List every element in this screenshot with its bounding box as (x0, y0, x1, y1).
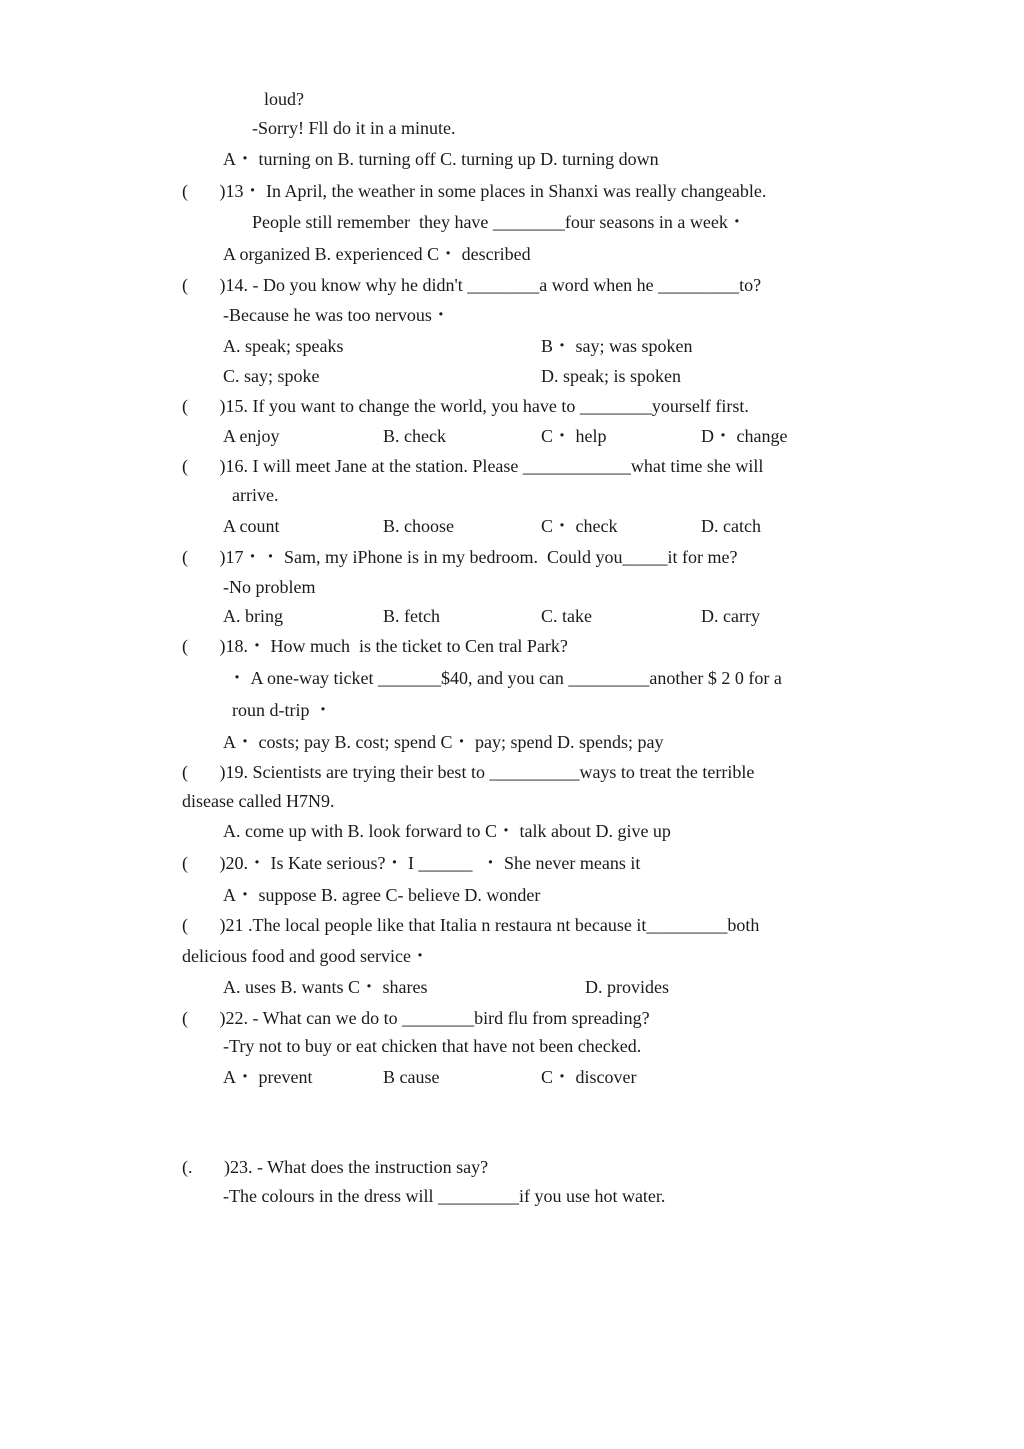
option-b: B. fetch (383, 606, 440, 626)
question-20: ( )20.・ Is Kate serious?・ I ______ ・ She never means it (182, 853, 641, 873)
text-line: -Try not to buy or eat chicken that have not been checked. (223, 1036, 642, 1056)
option-line: A・ suppose B. agree C- believe D. wonder (223, 885, 541, 905)
option-line: A・ costs; pay B. cost; spend C・ pay; spend D. spends; pay (223, 732, 664, 752)
question-16: ( )16. I will meet Jane at the station. Please ____________what time she will (182, 456, 764, 476)
option-d: D. carry (701, 606, 760, 626)
option-c: C・ help (541, 426, 607, 446)
option-c: C・ check (541, 516, 618, 536)
text-line: -Because he was too nervous・ (223, 305, 450, 325)
text-line: ・ A one-way ticket _______$40, and you can _________another $ 2 0 for a (228, 668, 782, 688)
option-d: D. provides (585, 977, 669, 997)
option-c: C・ discover (541, 1067, 637, 1087)
question-17: ( )17・・ Sam, my iPhone is in my bedroom. Could you_____it for me? (182, 547, 738, 567)
text-line: roun d-trip ・ (232, 700, 332, 720)
text-line: -Sorry! Fll do it in a minute. (252, 118, 456, 138)
option-line: A organized B. experienced C・ described (223, 244, 531, 264)
option-d: D. catch (701, 516, 761, 536)
option-a: A. speak; speaks (223, 336, 344, 356)
option-b: B. choose (383, 516, 454, 536)
question-23: (. )23. - What does the instruction say? (182, 1157, 489, 1177)
option-line: A. come up with B. look forward to C・ talk about D. give up (223, 821, 671, 841)
text-line: disease called H7N9. (182, 791, 335, 811)
text-line: arrive. (232, 485, 279, 505)
option-b: B cause (383, 1067, 440, 1087)
text-line: delicious food and good service・ (182, 946, 429, 966)
text-line: -No problem (223, 577, 316, 597)
option-d: D. speak; is spoken (541, 366, 681, 386)
question-21: ( )21 .The local people like that Italia n restaura nt because it_________both (182, 915, 760, 935)
question-14: ( )14. - Do you know why he didn't ________a word when he _________to? (182, 275, 762, 295)
text-line: People still remember they have ________four seasons in a week・ (252, 212, 746, 232)
option-a: A enjoy (223, 426, 280, 446)
question-22: ( )22. - What can we do to ________bird flu from spreading? (182, 1008, 650, 1028)
question-18: ( )18.・ How much is the ticket to Cen tral Park? (182, 636, 568, 656)
option-line: A. uses B. wants C・ shares (223, 977, 428, 997)
option-b: B・ say; was spoken (541, 336, 693, 356)
option-a: A count (223, 516, 280, 536)
option-line: A・ turning on B. turning off C. turning up D. turning down (223, 149, 659, 169)
text-line: loud? (264, 89, 304, 109)
question-15: ( )15. If you want to change the world, you have to ________yourself first. (182, 396, 749, 416)
question-19: ( )19. Scientists are trying their best to __________ways to treat the terrible (182, 762, 755, 782)
option-c: C. say; spoke (223, 366, 320, 386)
option-c: C. take (541, 606, 592, 626)
option-b: B. check (383, 426, 446, 446)
option-d: D・ change (701, 426, 788, 446)
text-line: -The colours in the dress will _________if you use hot water. (223, 1186, 666, 1206)
option-a: A. bring (223, 606, 283, 626)
option-a: A・ prevent (223, 1067, 313, 1087)
question-13: ( )13・ In April, the weather in some places in Shanxi was really changeable. (182, 181, 767, 201)
